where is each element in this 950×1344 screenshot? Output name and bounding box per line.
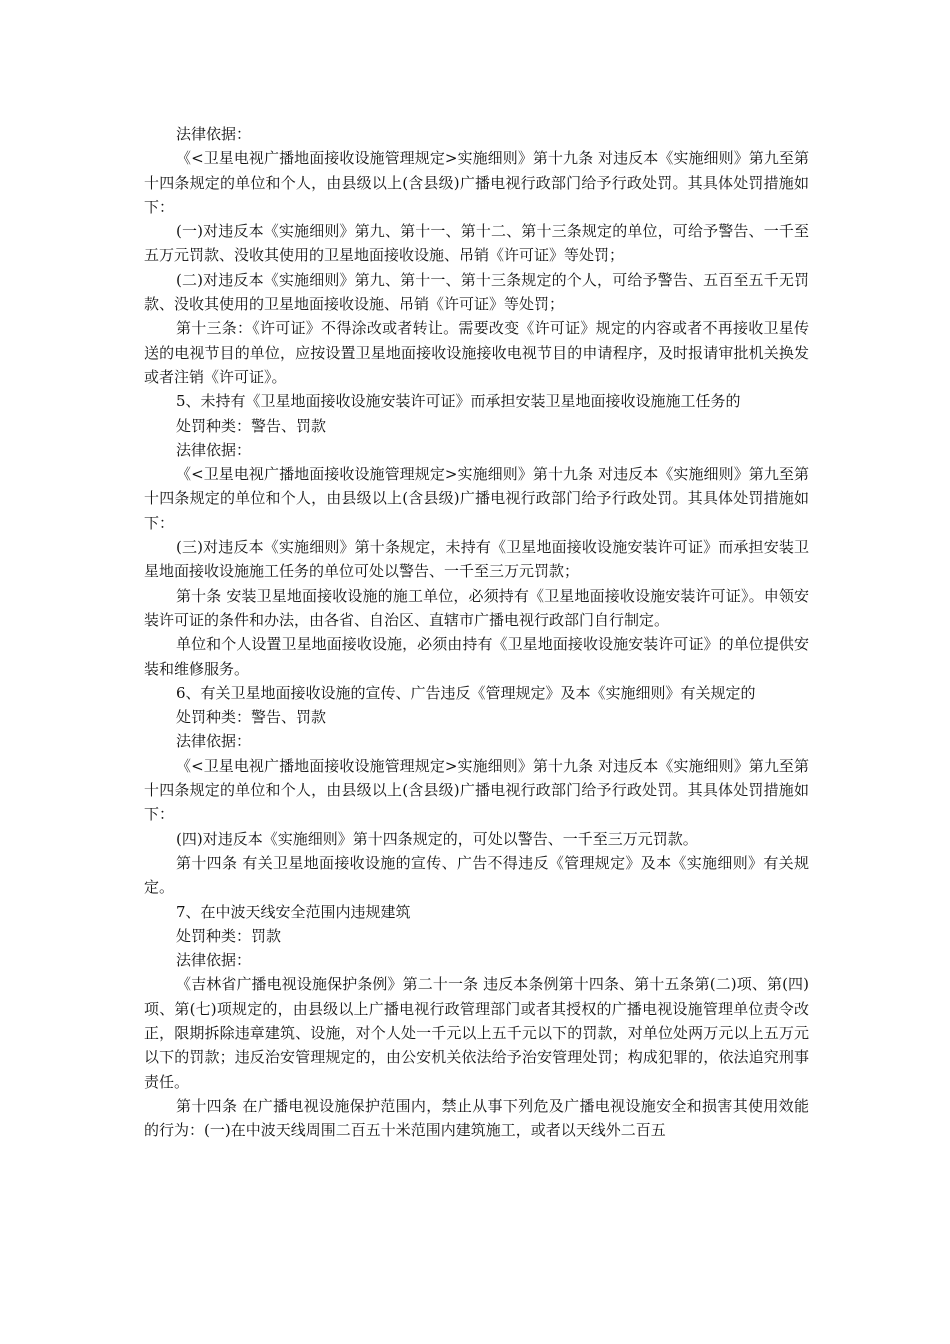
paragraph-penalty-type-7: 处罚种类：罚款 [176, 926, 282, 945]
paragraph-legal-basis-5: 法律依据： [176, 440, 252, 459]
paragraph-item-4: (四)对违反本《实施细则》第十四条规定的，可处以警告、一千至三万元罚款。 [176, 829, 698, 848]
paragraph-jilin-article-21: 《吉林省广播电视设施保护条例》第二十一条 违反本条例第十四条、第十五条第(二)项、第(四)项、第(七)项规定的，由县级以上广播电视行政管理部门或者其授权的广播电视设施管理单位责令改正，限期拆除违章建筑、设施，对个人处一千元以上五千元以下的罚款，对单位处两万元以上五万元以下的罚款；违反治安管理规定的，由公安机关依法给予治安管理处罚；构成犯罪的，依法追究刑事责任。 [144, 975, 809, 1091]
paragraph-heading-5: 5、未持有《卫星地面接收设施安装许可证》而承担安装卫星地面接收设施施工任务的 [176, 392, 741, 411]
paragraph-article-14-advertising: 第十四条 有关卫星地面接收设施的宣传、广告不得违反《管理规定》及本《实施细则》有关规定。 [144, 853, 809, 897]
document-body [144, 122, 809, 1142]
paragraph-article-13: 第十三条：《许可证》不得涂改或者转让。需要改变《许可证》规定的内容或者不再接收卫星传送的电视节目的单位，应按设置卫星地面接收设施接收电视节目的申请程序，及时报请审批机关换发或者注销《许可证》。 [144, 319, 809, 386]
paragraph-article-19-1: 《<卫星电视广播地面接收设施管理规定>实施细则》第十九条 对违反本《实施细则》第九至第十四条规定的单位和个人，由县级以上(含县级)广播电视行政部门给予行政处罚。其具体处罚措施如下： [144, 149, 809, 216]
paragraph-item-2: (二)对违反本《实施细则》第九、第十一、第十三条规定的个人，可给予警告、五百至五千无罚款、没收其使用的卫星地面接收设施、吊销《许可证》等处罚； [144, 270, 809, 314]
paragraph-legal-basis-6: 法律依据： [176, 732, 252, 751]
paragraph-heading-7: 7、在中波天线安全范围内违规建筑 [176, 902, 411, 921]
paragraph-item-3: (三)对违反本《实施细则》第十条规定，未持有《卫星地面接收设施安装许可证》而承担安装卫星地面接收设施施工任务的单位可处以警告、一千至三万元罚款； [144, 538, 809, 581]
paragraph-article-19-5: 《<卫星电视广播地面接收设施管理规定>实施细则》第十九条 对违反本《实施细则》第九至第十四条规定的单位和个人，由县级以上(含县级)广播电视行政部门给予行政处罚。其具体处罚措施如下： [144, 465, 809, 532]
paragraph-legal-basis-7: 法律依据： [176, 951, 252, 970]
paragraph-item-1: (一)对违反本《实施细则》第九、第十一、第十二、第十三条规定的单位，可给予警告、一千至五万元罚款、没收其使用的卫星地面接收设施、吊销《许可证》等处罚； [144, 222, 809, 265]
paragraph-article-10: 第十条 安装卫星地面接收设施的施工单位，必须持有《卫星地面接收设施安装许可证》。申领安装许可证的条件和办法，由各省、自治区、直辖市广播电视行政部门自行制定。 [144, 586, 809, 629]
paragraph-jilin-article-14: 第十四条 在广播电视设施保护范围内，禁止从事下列危及广播电视设施安全和损害其使用效能的行为：(一)在中波天线周围二百五十米范围内建筑施工，或者以天线外二百五 [144, 1096, 809, 1140]
paragraph-legal-basis-1: 法律依据： [176, 125, 252, 143]
paragraph-penalty-type-5: 处罚种类：警告、罚款 [176, 416, 327, 435]
paragraph-installation-service: 单位和个人设置卫星地面接收设施，必须由持有《卫星地面接收设施安装许可证》的单位提供安装和维修服务。 [144, 635, 809, 678]
paragraph-article-19-6: 《<卫星电视广播地面接收设施管理规定>实施细则》第十九条 对违反本《实施细则》第九至第十四条规定的单位和个人，由县级以上(含县级)广播电视行政部门给予行政处罚。其具体处罚措施如下： [144, 756, 809, 824]
paragraph-heading-6: 6、有关卫星地面接收设施的宣传、广告违反《管理规定》及本《实施细则》有关规定的 [176, 683, 756, 702]
paragraph-penalty-type-6: 处罚种类：警告、罚款 [176, 708, 327, 727]
